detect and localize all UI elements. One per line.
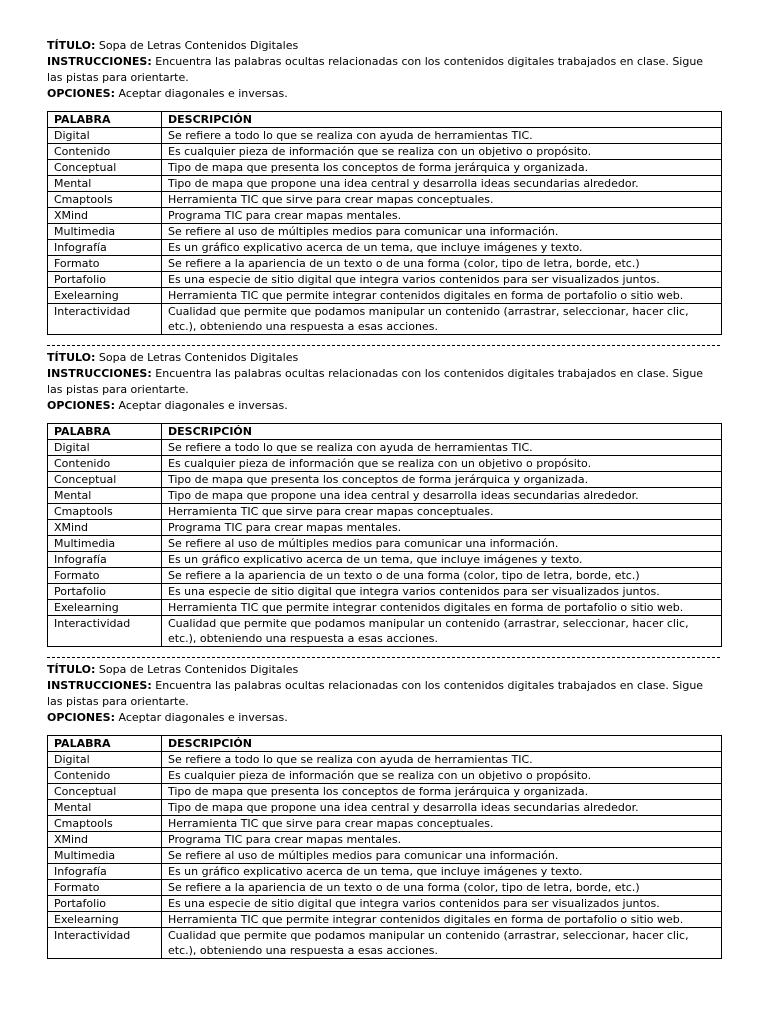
- title-label: TÍTULO:: [47, 663, 96, 676]
- description-cell: Tipo de mapa que propone una idea central y desarrolla ideas secundarias alrededor.: [162, 800, 722, 816]
- word-cell: Interactividad: [48, 616, 162, 647]
- word-cell: Formato: [48, 256, 162, 272]
- word-cell: Contenido: [48, 456, 162, 472]
- word-cell: Formato: [48, 880, 162, 896]
- table-row: [48, 144, 722, 160]
- worksheet-1: [47, 38, 722, 335]
- header-word: PALABRA: [48, 112, 162, 128]
- word-cell: Portafolio: [48, 272, 162, 288]
- description-cell: Se refiere a la apariencia de un texto o de una forma (color, tipo de letra, borde, etc.): [162, 568, 722, 584]
- options-line: [47, 86, 722, 102]
- table-row: [48, 568, 722, 584]
- description-cell: Se refiere a todo lo que se realiza con ayuda de herramientas TIC.: [162, 128, 722, 144]
- header-word: PALABRA: [48, 736, 162, 752]
- instructions-label: INSTRUCCIONES:: [47, 55, 152, 68]
- table-row: [48, 752, 722, 768]
- table-row: [48, 472, 722, 488]
- word-cell: Mental: [48, 488, 162, 504]
- table-row: [48, 488, 722, 504]
- table-row: [48, 928, 722, 959]
- table-row: [48, 848, 722, 864]
- description-cell: Se refiere a la apariencia de un texto o de una forma (color, tipo de letra, borde, etc.): [162, 880, 722, 896]
- description-cell: Cualidad que permite que podamos manipular un contenido (arrastrar, seleccionar, hacer clic, etc.), obteniendo una respuesta a esas acciones.: [162, 616, 722, 647]
- word-cell: Portafolio: [48, 584, 162, 600]
- table-row: [48, 208, 722, 224]
- table-row: [48, 288, 722, 304]
- words-table: [47, 735, 722, 959]
- title-value: Sopa de Letras Contenidos Digitales: [98, 351, 299, 364]
- instructions-value: Encuentra las palabras ocultas relacionadas con los contenidos digitales trabajados en clase. Sigue las pistas para orientarte.: [47, 55, 704, 84]
- options-value: Aceptar diagonales e inversas.: [118, 399, 288, 412]
- word-cell: Infografía: [48, 552, 162, 568]
- word-cell: Cmaptools: [48, 192, 162, 208]
- table-row: [48, 816, 722, 832]
- cut-line-divider: [47, 337, 720, 346]
- description-cell: Es un gráfico explicativo acerca de un tema, que incluye imágenes y texto.: [162, 864, 722, 880]
- document-page: [47, 38, 722, 959]
- word-cell: Digital: [48, 752, 162, 768]
- description-cell: Herramienta TIC que sirve para crear mapas conceptuales.: [162, 504, 722, 520]
- word-cell: XMind: [48, 208, 162, 224]
- table-row: [48, 600, 722, 616]
- table-row: [48, 536, 722, 552]
- word-cell: Digital: [48, 440, 162, 456]
- instructions-line: [47, 366, 722, 398]
- options-value: Aceptar diagonales e inversas.: [118, 87, 288, 100]
- options-label: OPCIONES:: [47, 711, 115, 724]
- options-line: [47, 398, 722, 414]
- word-cell: Cmaptools: [48, 504, 162, 520]
- table-row: [48, 800, 722, 816]
- description-cell: Se refiere al uso de múltiples medios para comunicar una información.: [162, 224, 722, 240]
- table-row: [48, 832, 722, 848]
- options-label: OPCIONES:: [47, 87, 115, 100]
- cut-line-divider: [47, 649, 720, 658]
- table-row: [48, 440, 722, 456]
- table-row: [48, 256, 722, 272]
- word-cell: XMind: [48, 832, 162, 848]
- description-cell: Tipo de mapa que propone una idea central y desarrolla ideas secundarias alrededor.: [162, 488, 722, 504]
- title-label: TÍTULO:: [47, 351, 96, 364]
- description-cell: Tipo de mapa que propone una idea central y desarrolla ideas secundarias alrededor.: [162, 176, 722, 192]
- title-value: Sopa de Letras Contenidos Digitales: [98, 39, 299, 52]
- word-cell: Multimedia: [48, 224, 162, 240]
- description-cell: Herramienta TIC que sirve para crear mapas conceptuales.: [162, 192, 722, 208]
- word-cell: Mental: [48, 800, 162, 816]
- title-line: [47, 350, 722, 366]
- word-cell: Infografía: [48, 240, 162, 256]
- words-table: [47, 111, 722, 335]
- table-row: [48, 224, 722, 240]
- word-cell: Contenido: [48, 144, 162, 160]
- instructions-value: Encuentra las palabras ocultas relacionadas con los contenidos digitales trabajados en clase. Sigue las pistas para orientarte.: [47, 679, 704, 708]
- description-cell: Es cualquier pieza de información que se realiza con un objetivo o propósito.: [162, 144, 722, 160]
- description-cell: Es un gráfico explicativo acerca de un tema, que incluye imágenes y texto.: [162, 240, 722, 256]
- table-row: [48, 160, 722, 176]
- title-line: [47, 38, 722, 54]
- word-cell: Contenido: [48, 768, 162, 784]
- word-cell: Formato: [48, 568, 162, 584]
- word-cell: Portafolio: [48, 896, 162, 912]
- description-cell: Herramienta TIC que sirve para crear mapas conceptuales.: [162, 816, 722, 832]
- description-cell: Programa TIC para crear mapas mentales.: [162, 208, 722, 224]
- table-row: [48, 176, 722, 192]
- instructions-label: INSTRUCCIONES:: [47, 679, 152, 692]
- description-cell: Herramienta TIC que permite integrar contenidos digitales en forma de portafolio o sitio web.: [162, 288, 722, 304]
- description-cell: Herramienta TIC que permite integrar contenidos digitales en forma de portafolio o sitio web.: [162, 600, 722, 616]
- description-cell: Programa TIC para crear mapas mentales.: [162, 520, 722, 536]
- description-cell: Cualidad que permite que podamos manipular un contenido (arrastrar, seleccionar, hacer clic, etc.), obteniendo una respuesta a esas acciones.: [162, 304, 722, 335]
- table-row: [48, 552, 722, 568]
- instructions-line: [47, 678, 722, 710]
- options-value: Aceptar diagonales e inversas.: [118, 711, 288, 724]
- table-row: [48, 880, 722, 896]
- instructions-value: Encuentra las palabras ocultas relacionadas con los contenidos digitales trabajados en clase. Sigue las pistas para orientarte.: [47, 367, 704, 396]
- description-cell: Herramienta TIC que permite integrar contenidos digitales en forma de portafolio o sitio web.: [162, 912, 722, 928]
- word-cell: Multimedia: [48, 848, 162, 864]
- table-row: [48, 240, 722, 256]
- description-cell: Es cualquier pieza de información que se realiza con un objetivo o propósito.: [162, 456, 722, 472]
- words-table: [47, 423, 722, 647]
- word-cell: Mental: [48, 176, 162, 192]
- options-label: OPCIONES:: [47, 399, 115, 412]
- word-cell: Exelearning: [48, 288, 162, 304]
- table-row: [48, 192, 722, 208]
- word-cell: Conceptual: [48, 472, 162, 488]
- table-header-row: [48, 736, 722, 752]
- table-header-row: [48, 112, 722, 128]
- header-description: DESCRIPCIÓN: [162, 424, 722, 440]
- table-row: [48, 768, 722, 784]
- word-cell: Multimedia: [48, 536, 162, 552]
- description-cell: Tipo de mapa que presenta los conceptos de forma jerárquica y organizada.: [162, 160, 722, 176]
- table-row: [48, 864, 722, 880]
- description-cell: Se refiere a la apariencia de un texto o de una forma (color, tipo de letra, borde, etc.): [162, 256, 722, 272]
- description-cell: Es cualquier pieza de información que se realiza con un objetivo o propósito.: [162, 768, 722, 784]
- title-value: Sopa de Letras Contenidos Digitales: [98, 663, 299, 676]
- worksheet-2: [47, 350, 722, 647]
- description-cell: Se refiere a todo lo que se realiza con ayuda de herramientas TIC.: [162, 440, 722, 456]
- word-cell: Cmaptools: [48, 816, 162, 832]
- description-cell: Es un gráfico explicativo acerca de un tema, que incluye imágenes y texto.: [162, 552, 722, 568]
- header-description: DESCRIPCIÓN: [162, 112, 722, 128]
- description-cell: Tipo de mapa que presenta los conceptos de forma jerárquica y organizada.: [162, 784, 722, 800]
- word-cell: Exelearning: [48, 600, 162, 616]
- options-line: [47, 710, 722, 726]
- table-header-row: [48, 424, 722, 440]
- header-description: DESCRIPCIÓN: [162, 736, 722, 752]
- worksheet-3: [47, 662, 722, 959]
- table-row: [48, 520, 722, 536]
- word-cell: Digital: [48, 128, 162, 144]
- table-row: [48, 584, 722, 600]
- description-cell: Se refiere a todo lo que se realiza con ayuda de herramientas TIC.: [162, 752, 722, 768]
- word-cell: Infografía: [48, 864, 162, 880]
- title-label: TÍTULO:: [47, 39, 96, 52]
- table-row: [48, 272, 722, 288]
- table-row: [48, 784, 722, 800]
- table-row: [48, 456, 722, 472]
- title-line: [47, 662, 722, 678]
- word-cell: Exelearning: [48, 912, 162, 928]
- table-row: [48, 912, 722, 928]
- instructions-line: [47, 54, 722, 86]
- word-cell: Interactividad: [48, 304, 162, 335]
- description-cell: Cualidad que permite que podamos manipular un contenido (arrastrar, seleccionar, hacer clic, etc.), obteniendo una respuesta a esas acciones.: [162, 928, 722, 959]
- table-row: [48, 896, 722, 912]
- description-cell: Se refiere al uso de múltiples medios para comunicar una información.: [162, 536, 722, 552]
- table-row: [48, 128, 722, 144]
- description-cell: Tipo de mapa que presenta los conceptos de forma jerárquica y organizada.: [162, 472, 722, 488]
- word-cell: Conceptual: [48, 160, 162, 176]
- description-cell: Es una especie de sitio digital que integra varios contenidos para ser visualizados juntos.: [162, 272, 722, 288]
- header-word: PALABRA: [48, 424, 162, 440]
- description-cell: Es una especie de sitio digital que integra varios contenidos para ser visualizados juntos.: [162, 584, 722, 600]
- description-cell: Se refiere al uso de múltiples medios para comunicar una información.: [162, 848, 722, 864]
- description-cell: Programa TIC para crear mapas mentales.: [162, 832, 722, 848]
- table-row: [48, 304, 722, 335]
- description-cell: Es una especie de sitio digital que integra varios contenidos para ser visualizados juntos.: [162, 896, 722, 912]
- table-row: [48, 616, 722, 647]
- word-cell: Conceptual: [48, 784, 162, 800]
- instructions-label: INSTRUCCIONES:: [47, 367, 152, 380]
- word-cell: XMind: [48, 520, 162, 536]
- word-cell: Interactividad: [48, 928, 162, 959]
- table-row: [48, 504, 722, 520]
